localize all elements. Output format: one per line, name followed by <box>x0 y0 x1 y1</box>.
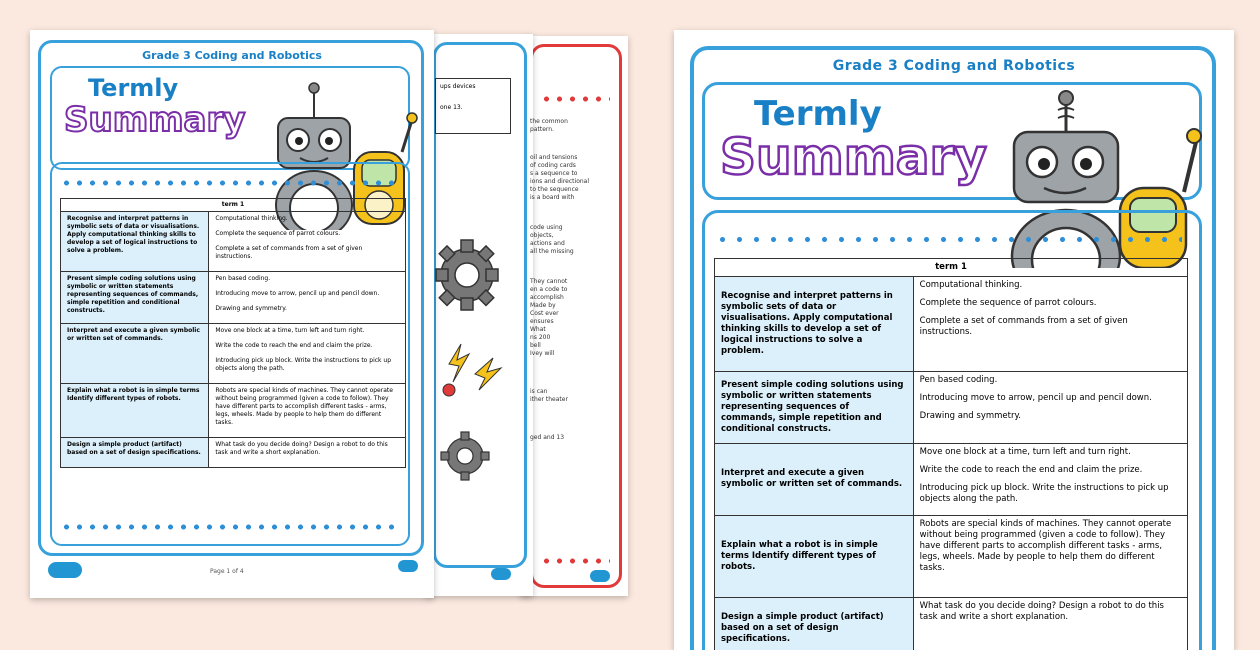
activity-text: Robots are special kinds of machines. They cannot operate without being programmed (given a code to follow). They have different parts to accomplish different tasks - arms, legs, wheels. Made by people to help them do different tasks. <box>920 519 1181 574</box>
activity-text: Move one block at a time, turn left and turn right. <box>920 447 1181 458</box>
red-dotted-line-bottom <box>540 558 610 564</box>
fragment-text: the common <box>530 118 598 126</box>
fragment-text: objects, <box>530 232 598 240</box>
fragment-text: to the sequence <box>530 186 598 194</box>
fragment-box-top <box>435 78 511 134</box>
activity-text: What task do you decide doing? Design a robot to do this task and write a short explanation. <box>215 441 399 457</box>
fragment-text: s a sequence to <box>530 170 598 178</box>
activity-text: Introducing pick up block. Write the instructions to pick up objects along the path. <box>215 357 399 373</box>
activity-text: Introducing pick up block. Write the instructions to pick up objects along the path. <box>920 483 1181 505</box>
objective-cell: Recognise and interpret patterns in symbolic sets of data or visualisations. Apply computational thinking skills to develop a set of logical instructions to solve a problem. <box>715 277 914 372</box>
objective-cell: Design a simple product (artifact) based on a set of design specifications. <box>715 598 914 650</box>
fragment-text: ups devices <box>440 83 506 90</box>
activities-cell <box>209 212 406 272</box>
fragment-text: is a board with <box>530 194 598 202</box>
activities-cell <box>209 438 406 468</box>
activity-text: Computational thinking. <box>920 280 1181 291</box>
objective-cell: Present simple coding solutions using symbolic or written statements representing sequences of commands, simple repetition and conditional constructs. <box>715 372 914 444</box>
fragment-text: en a code to <box>530 286 598 294</box>
objective-cell: Design a simple product (artifact) based on a set of design specifications. <box>61 438 209 468</box>
activity-text: Drawing and symmetry. <box>215 305 399 313</box>
cloud-icon <box>590 570 610 582</box>
fragment-text: ensures <box>530 318 598 326</box>
activity-text: Complete a set of commands from a set of given instructions. <box>920 316 1181 338</box>
middle-sheet <box>425 34 533 596</box>
red-sheet-text-strip <box>530 118 598 508</box>
fragment-text: ns 200 <box>530 334 598 342</box>
fragment-text: bell <box>530 342 598 350</box>
fragment-text: What <box>530 326 598 334</box>
fragment-text: Made by <box>530 302 598 310</box>
activity-text: Write the code to reach the end and claim the prize. <box>215 342 399 350</box>
page-number: Page 1 of 4 <box>210 568 244 575</box>
small-page-sheet <box>30 30 434 598</box>
gear-icon <box>431 230 507 320</box>
dotted-divider <box>60 180 400 186</box>
activities-cell <box>913 277 1187 372</box>
activities-cell <box>913 372 1187 444</box>
gear-icon <box>435 426 495 486</box>
summary-table-large <box>714 258 1188 650</box>
fragment-text: code using <box>530 224 598 232</box>
activities-cell <box>209 324 406 384</box>
objective-cell: Recognise and interpret patterns in symbolic sets of data or visualisations. Apply computational thinking skills to develop a set of logical instructions to solve a problem. <box>61 212 209 272</box>
fragment-text: oil and tensions <box>530 154 598 162</box>
objective-cell: Interpret and execute a given symbolic or written set of commands. <box>715 444 914 516</box>
activity-text: Introducing move to arrow, pencil up and pencil down. <box>215 290 399 298</box>
activity-text: Move one block at a time, turn left and turn right. <box>215 327 399 335</box>
objective-cell: Present simple coding solutions using symbolic or written statements representing sequences of commands, simple repetition and conditional constructs. <box>61 272 209 324</box>
cloud-icon <box>398 560 418 572</box>
activities-cell <box>913 598 1187 650</box>
fragment-text: ither theater <box>530 396 598 404</box>
activity-text: Introducing move to arrow, pencil up and pencil down. <box>920 393 1181 404</box>
dotted-divider-bottom <box>60 524 400 530</box>
activity-text: Robots are special kinds of machines. They cannot operate without being programmed (given a code to follow). They have different parts to accomplish different tasks - arms, legs, wheels. Made by people to help them do different tasks. <box>215 387 399 427</box>
lightning-icon <box>439 324 509 404</box>
title-line-2: Summary <box>64 100 245 140</box>
twinkl-logo-icon <box>48 562 82 578</box>
title-line-1-large: Termly <box>754 94 882 134</box>
summary-table <box>60 198 406 468</box>
objective-cell: Interpret and execute a given symbolic or written set of commands. <box>61 324 209 384</box>
page-header-large: Grade 3 Coding and Robotics <box>674 58 1234 74</box>
dotted-divider-large <box>714 236 1182 243</box>
cloud-icon <box>491 568 511 580</box>
term-heading: term 1 <box>715 259 1188 277</box>
fragment-text: is can <box>530 388 598 396</box>
activity-text: Pen based coding. <box>215 275 399 283</box>
activities-cell <box>913 516 1187 598</box>
objective-cell: Explain what a robot is in simple terms Identify different types of robots. <box>61 384 209 438</box>
term-heading: term 1 <box>61 199 406 212</box>
fragment-text: ions and directional <box>530 178 598 186</box>
fragment-text: Ivey will <box>530 350 598 358</box>
large-page-sheet <box>674 30 1234 650</box>
activity-text: What task do you decide doing? Design a robot to do this task and write a short explanation. <box>920 601 1181 623</box>
fragment-text: They cannot <box>530 278 598 286</box>
fragment-text: pattern. <box>530 126 598 134</box>
activity-text: Drawing and symmetry. <box>920 411 1181 422</box>
activities-cell <box>913 444 1187 516</box>
fragment-text: ged and 13 <box>530 434 598 442</box>
fragment-text: Cost ever <box>530 310 598 318</box>
fragment-text: one 13. <box>440 104 506 111</box>
activity-text: Complete a set of commands from a set of given instructions. <box>215 245 399 261</box>
activity-text: Write the code to reach the end and claim the prize. <box>920 465 1181 476</box>
fragment-text: of coding cards <box>530 162 598 170</box>
activities-cell <box>209 272 406 324</box>
activity-text: Complete the sequence of parrot colours. <box>215 230 399 238</box>
activities-cell <box>209 384 406 438</box>
fragment-text: all the missing <box>530 248 598 256</box>
fragment-text: actions and <box>530 240 598 248</box>
objective-cell: Explain what a robot is in simple terms Identify different types of robots. <box>715 516 914 598</box>
activity-text: Computational thinking. <box>215 215 399 223</box>
activity-text: Complete the sequence of parrot colours. <box>920 298 1181 309</box>
fragment-text: accomplish <box>530 294 598 302</box>
title-line-1: Termly <box>88 74 178 102</box>
page-header: Grade 3 Coding and Robotics <box>30 49 434 62</box>
title-line-2-large: Summary <box>720 128 987 186</box>
red-dotted-line <box>540 96 610 102</box>
activity-text: Pen based coding. <box>920 375 1181 386</box>
